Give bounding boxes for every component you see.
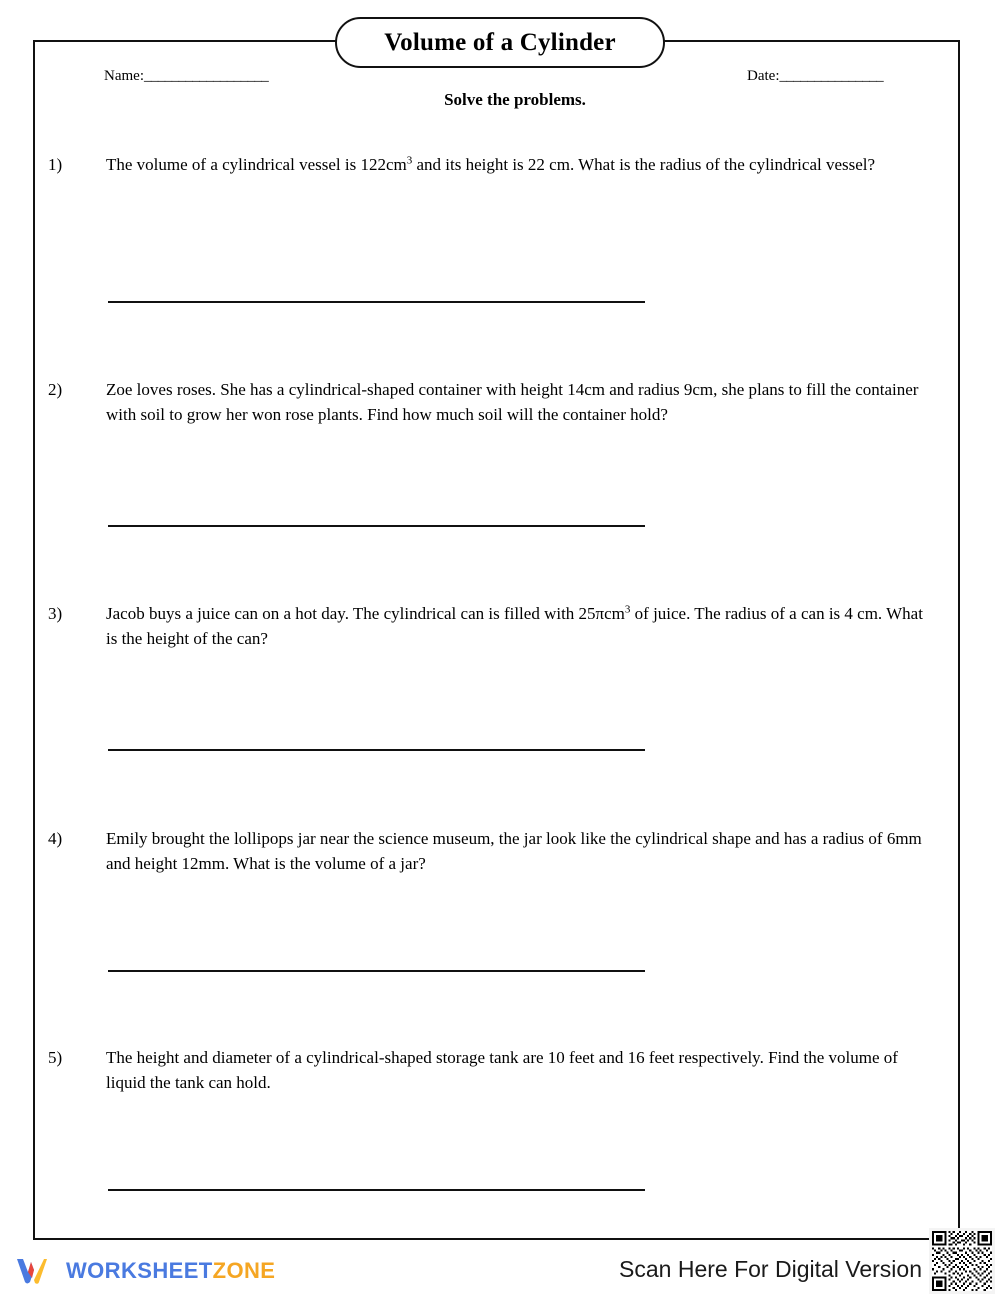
instruction-text: Solve the problems. [444, 90, 586, 109]
brand-worksheet-text: WORKSHEET [66, 1258, 213, 1283]
problem-number: 4) [48, 829, 63, 848]
problem-number: 3) [48, 604, 63, 623]
problem-text-before: Zoe loves roses. She has a cylindrical-shaped container with height 14cm and radius 9cm, she plans to fill the container with soil to grow her won rose plants. Find how much soil will the container hold? [106, 380, 919, 424]
answer-line[interactable] [108, 301, 645, 303]
problem-text-before: The volume of a cylindrical vessel is 122cm [106, 155, 407, 174]
date-label: Date: [747, 68, 780, 84]
problem-item [48, 377, 928, 601]
name-blank: __________________ [143, 68, 269, 84]
scan-prompt-text: Scan Here For Digital Version [619, 1256, 922, 1282]
instruction-heading [0, 90, 1000, 110]
brand-zone-text: ZONE [212, 1258, 276, 1283]
problem-number: 2) [48, 380, 63, 399]
problem-item [48, 601, 928, 826]
problem-item [48, 152, 928, 377]
date-field[interactable] [747, 68, 883, 85]
problem-text-before: Jacob buys a juice can on a hot day. The cylindrical can is filled with 25πcm [106, 604, 625, 623]
problem-head [48, 377, 928, 427]
problem-text [106, 826, 928, 876]
problem-text [106, 1045, 928, 1095]
name-label: Name: [104, 68, 144, 84]
problem-text [106, 377, 928, 427]
page-title: Volume of a Cylinder [384, 28, 616, 56]
problem-item [48, 826, 928, 1045]
problem-item [48, 1045, 928, 1215]
name-field[interactable] [104, 68, 268, 85]
problem-head [48, 1045, 928, 1095]
page-footer [0, 1240, 1000, 1294]
problem-text-before: The height and diameter of a cylindrical-shaped storage tank are 10 feet and 16 feet respectively. Find the volume of liquid the tank can hold. [106, 1048, 898, 1092]
problem-head [48, 826, 928, 876]
answer-line[interactable] [108, 970, 645, 972]
problem-number: 1) [48, 155, 63, 174]
problem-exponent: 3 [624, 603, 631, 616]
worksheetzone-logo[interactable] [14, 1256, 275, 1286]
problem-head [48, 601, 928, 651]
qr-code[interactable] [929, 1228, 995, 1294]
brand-wordmark [66, 1258, 275, 1284]
problem-text-after: and its height is 22 cm. What is the radius of the cylindrical vessel? [412, 155, 876, 174]
problem-head [48, 152, 928, 177]
problem-text-before: Emily brought the lollipops jar near the science museum, the jar look like the cylindrical shape and has a radius of 6mm and height 12mm. What is the volume of a jar? [106, 829, 922, 873]
answer-line[interactable] [108, 749, 645, 751]
qr-code-image [932, 1231, 992, 1291]
answer-line[interactable] [108, 525, 645, 527]
answer-line[interactable] [108, 1189, 645, 1191]
problem-number: 5) [48, 1048, 63, 1067]
problem-text-after: of juice. The radius of a can is 4 cm. What is the height of the can? [106, 604, 923, 648]
worksheetzone-w-icon [14, 1256, 56, 1286]
worksheet-title-badge [335, 17, 665, 68]
problem-text [106, 601, 928, 651]
problem-text [106, 152, 928, 177]
date-blank: _______________ [779, 68, 883, 84]
problem-list [48, 152, 928, 1215]
problem-exponent: 3 [406, 154, 413, 167]
